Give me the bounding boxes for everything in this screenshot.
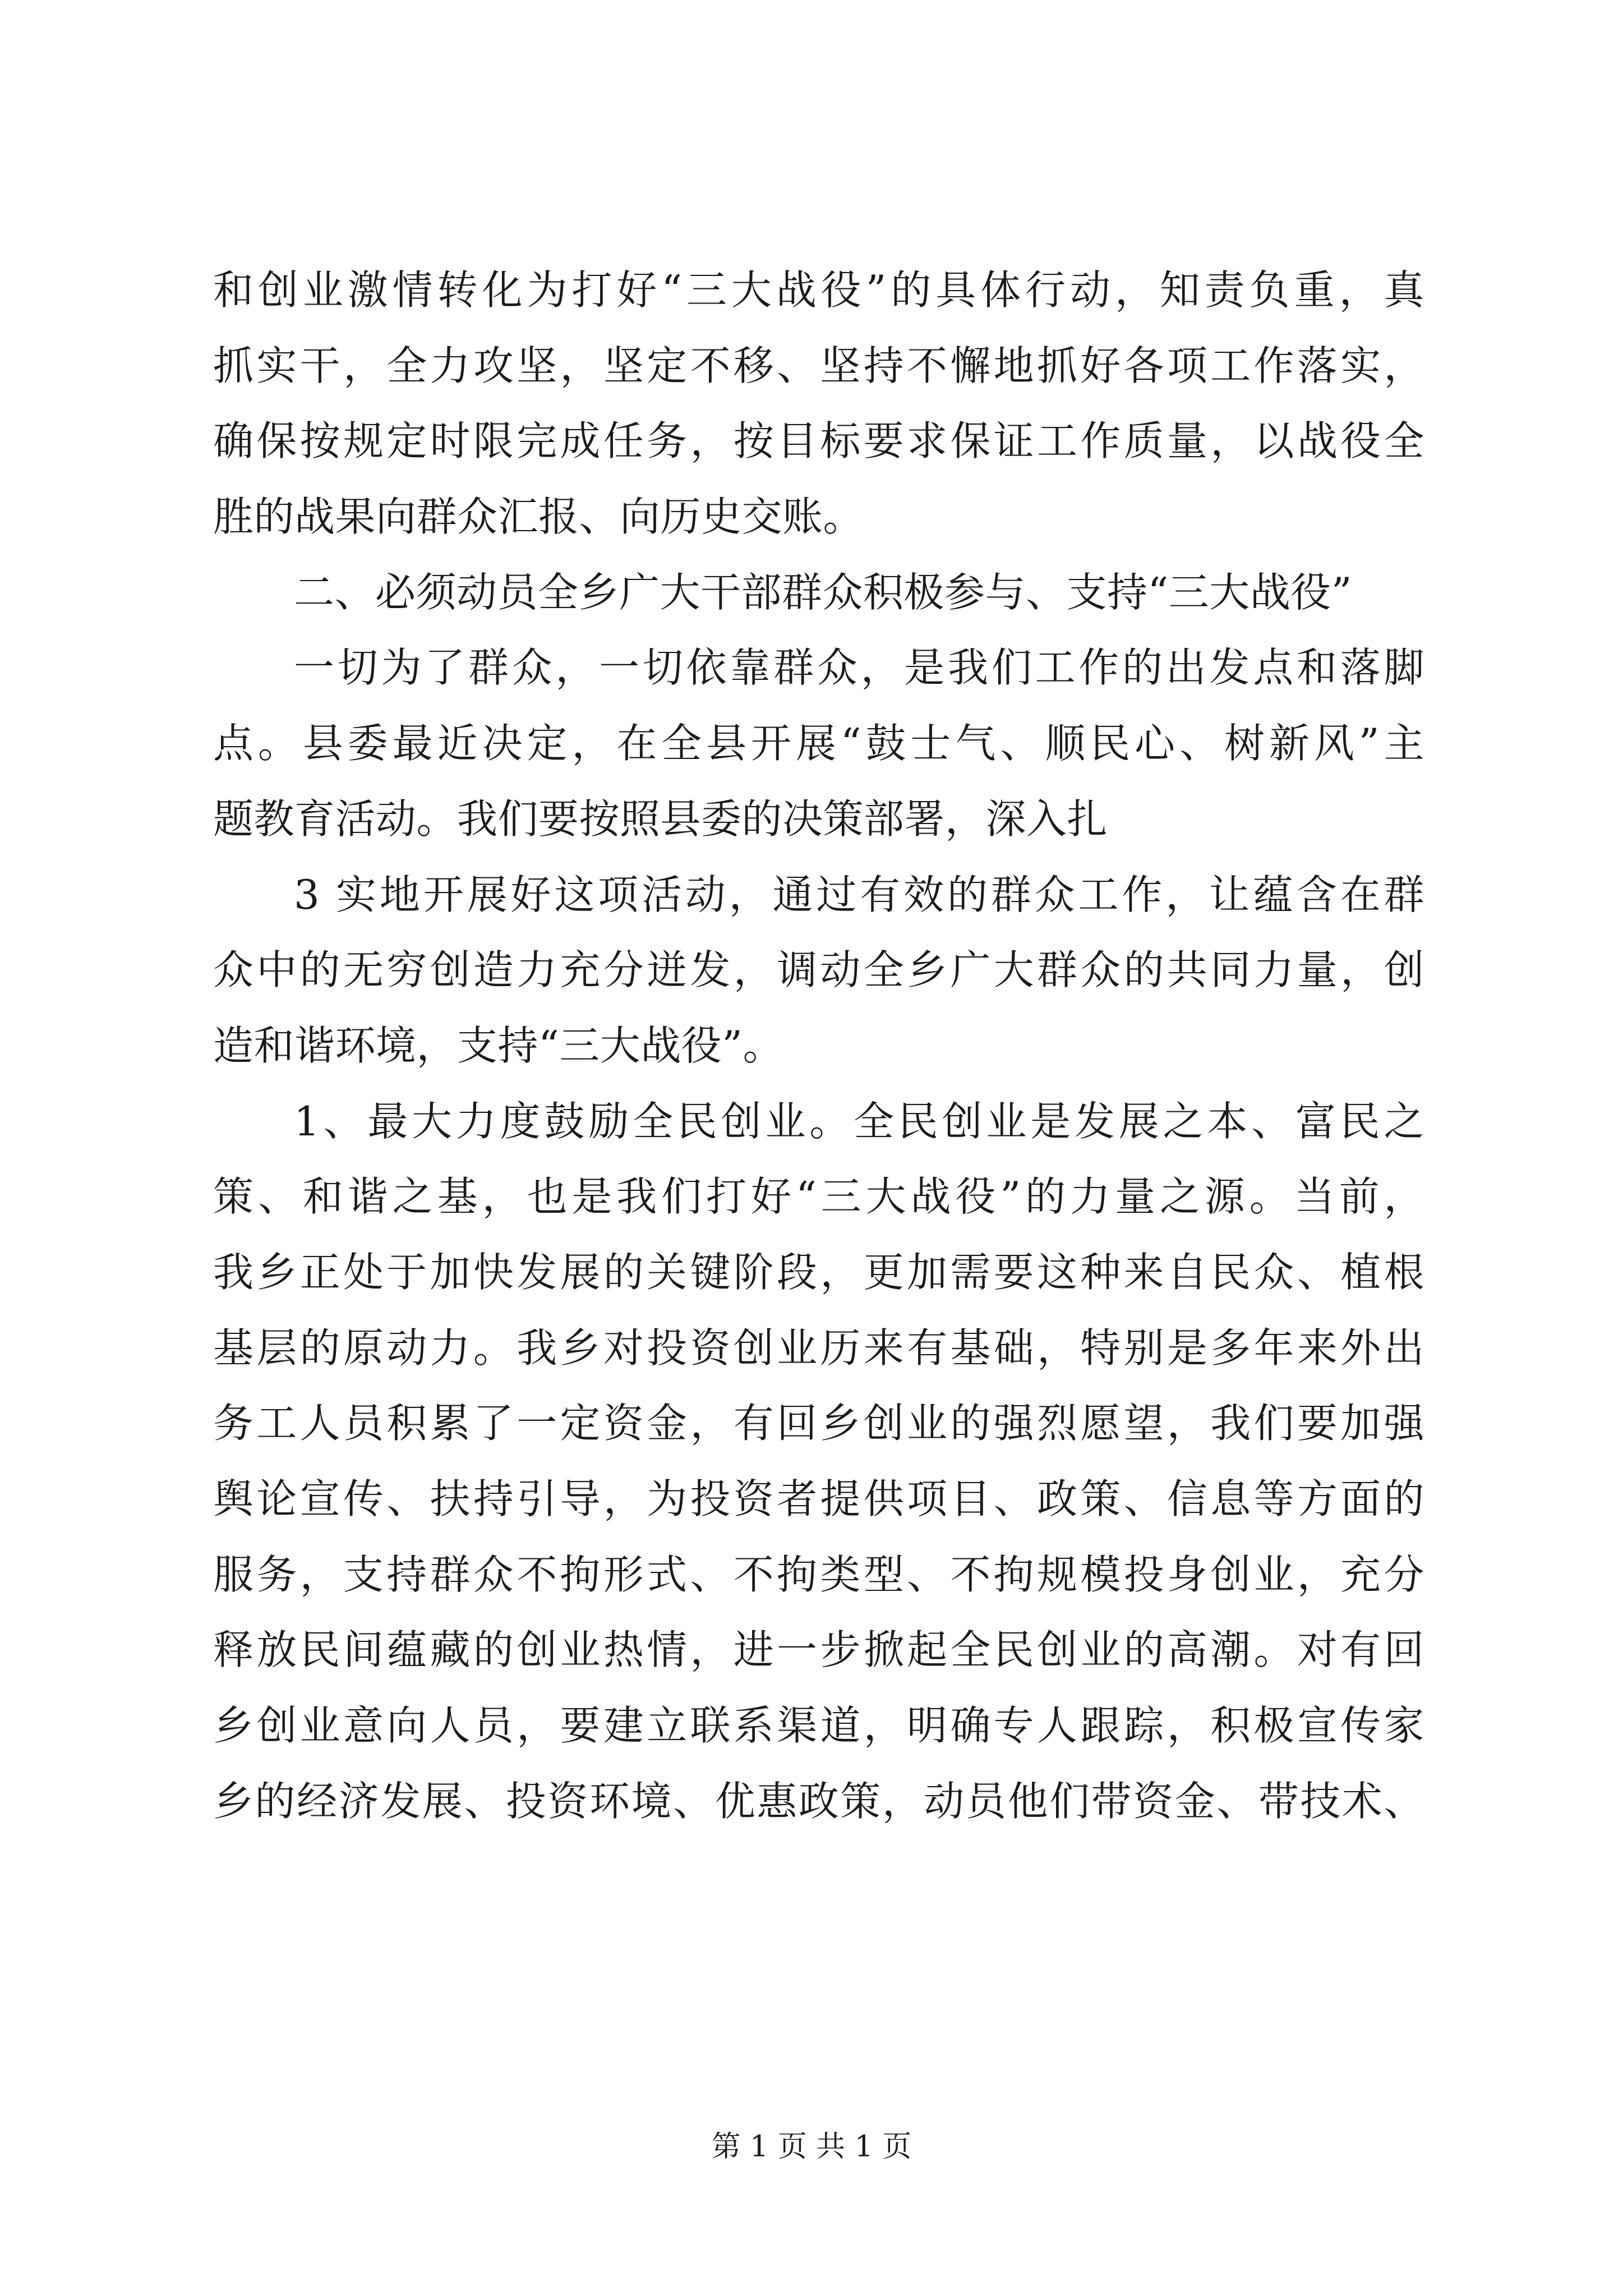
paragraph-line: 我乡正处于加快发展的关键阶段，更加需要这种来自民众、植根 xyxy=(213,1248,1424,1296)
paragraph-line: 1、最大力度鼓励全民创业。全民创业是发展之本、富民之 xyxy=(294,1097,1424,1145)
paragraph-line: 和创业激情转化为打好“三大战役”的具体行动，知责负重，真 xyxy=(213,266,1424,314)
paragraph-line: 众中的无穷创造力充分迸发，调动全乡广大群众的共同力量，创 xyxy=(213,946,1424,994)
paragraph-line: 策、和谐之基，也是我们打好“三大战役”的力量之源。当前， xyxy=(213,1173,1424,1221)
paragraph-line: 乡的经济发展、投资环境、优惠政策，动员他们带资金、带技术、 xyxy=(213,1777,1424,1825)
document-body xyxy=(213,252,1424,1839)
paragraph-line: 点。县委最近决定，在全县开展“鼓士气、顺民心、树新风”主 xyxy=(213,720,1424,767)
paragraph-line: 乡创业意向人员，要建立联系渠道，明确专人跟踪，积极宣传家 xyxy=(213,1702,1424,1750)
paragraph-line: 3 实地开展好这项活动，通过有效的群众工作，让蕴含在群 xyxy=(294,871,1424,918)
page-footer: 第 1 页 共 1 页 xyxy=(711,2130,912,2164)
paragraph-line: 抓实干，全力攻坚，坚定不移、坚持不懈地抓好各项工作落实， xyxy=(213,342,1424,389)
paragraph-line: 服务，支持群众不拘形式、不拘类型、不拘规模投身创业，充分 xyxy=(213,1550,1424,1598)
paragraph-line: 务工人员积累了一定资金，有回乡创业的强烈愿望，我们要加强 xyxy=(213,1400,1424,1447)
paragraph-line: 造和谐环境，支持“三大战役”。 xyxy=(213,1022,784,1069)
paragraph-line: 确保按规定时限完成任务，按目标要求保证工作质量，以战役全 xyxy=(213,417,1424,465)
paragraph-line: 舆论宣传、扶持引导，为投资者提供项目、政策、信息等方面的 xyxy=(213,1475,1424,1522)
section-heading: 二、必须动员全乡广大干部群众积极参与、支持“三大战役” xyxy=(294,568,1353,616)
paragraph-line: 基层的原动力。我乡对投资创业历来有基础，特别是多年来外出 xyxy=(213,1324,1424,1372)
paragraph-line: 一切为了群众，一切依靠群众，是我们工作的出发点和落脚 xyxy=(294,644,1424,692)
paragraph-line: 题教育活动。我们要按照县委的决策部署，深入扎 xyxy=(213,795,1108,843)
paragraph-line: 释放民间蕴藏的创业热情，进一步掀起全民创业的高潮。对有回 xyxy=(213,1626,1424,1674)
paragraph-line: 胜的战果向群众汇报、向历史交账。 xyxy=(213,493,864,541)
